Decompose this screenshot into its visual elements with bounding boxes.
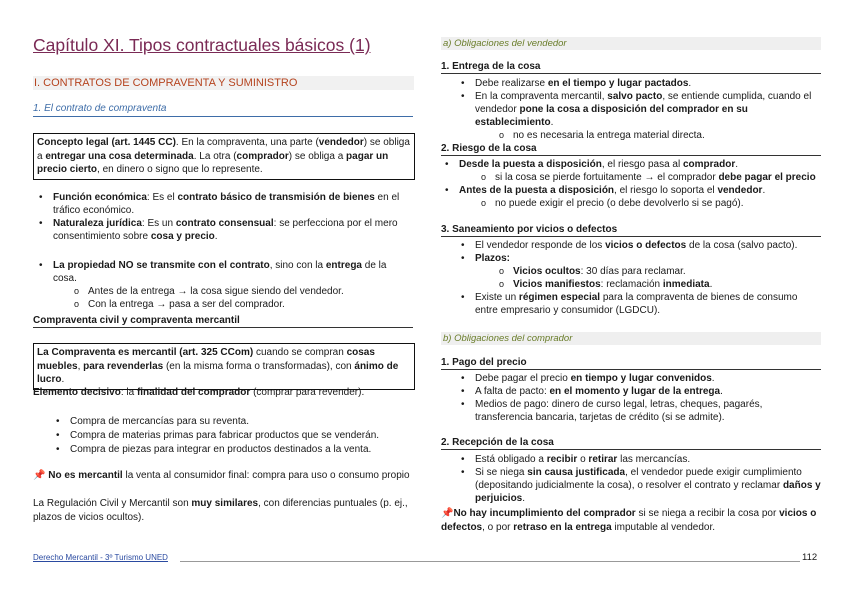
list-item: • Si se niega sin causa justificada, el vendedor puede exigir cumplimiento (depositando judicialmente la cosa), o resolver el contrato y reclamar daños y perjuicios. — [475, 466, 821, 505]
list-item: o si la cosa se pierde fortuitamente → el comprador debe pagar el precio — [495, 171, 821, 184]
pago-list — [475, 372, 821, 424]
riesgo-list — [459, 158, 821, 210]
list-item: • Naturaleza jurídica: Es un contrato consensual: se perfecciona por el mero consentimiento sobre cosa y precio. — [53, 217, 408, 243]
elemento-decisivo: Elemento decisivo: la finalidad del comprador (comprar para revender). — [33, 387, 365, 398]
entrega-heading: 1. Entrega de la cosa — [441, 61, 821, 74]
list-item: • Función económica: Es el contrato básico de transmisión de bienes en el tráfico económico. — [53, 191, 408, 217]
list-item: • Debe pagar el precio en tiempo y lugar convenidos. — [475, 372, 821, 385]
no-mercantil-note: 📌 No es mercantil la venta al consumidor final: compra para uso o consumo propio — [33, 470, 410, 481]
list-item: • Debe realizarse en el tiempo y lugar pactados. — [475, 77, 821, 90]
final-note: 📌No hay incumplimiento del comprador si se niega a recibir la cosa por vicios o defectos, o por retraso en la entrega imputable al vendedor. — [441, 508, 817, 533]
civil-mercantil-heading: Compraventa civil y compraventa mercantil — [33, 315, 413, 328]
saneamiento-list — [475, 239, 821, 317]
page-number: 112 — [802, 552, 818, 563]
list-item: o Con la entrega → pasa a ser del comprador. — [88, 298, 413, 311]
recepcion-heading: 2. Recepción de la cosa — [441, 437, 821, 450]
saneamiento-heading: 3. Saneamiento por vicios o defectos — [441, 224, 821, 237]
list-item: o no es necesaria la entrega material directa. — [513, 129, 821, 142]
entrega-list — [475, 77, 821, 142]
footer-link[interactable]: Derecho Mercantil - 3º Turismo UNED — [33, 553, 168, 562]
propiedad-list — [53, 259, 413, 311]
list-item: o Antes de la entrega → la cosa sigue siendo del vendedor. — [88, 285, 413, 298]
subsection-heading: 1. El contrato de compraventa — [33, 103, 413, 117]
list-item: o Vicios ocultos: 30 días para reclamar. — [513, 265, 821, 278]
list-item: • En la compraventa mercantil, salvo pacto, se entiende cumplida, cuando el vendedor pone la cosa a disposición del comprador en su establecimiento. — [475, 90, 821, 129]
list-item: • El vendedor responde de los vicios o defectos de la cosa (salvo pacto). — [475, 239, 821, 252]
obligaciones-vendedor-heading: a) Obligaciones del vendedor — [441, 37, 821, 50]
list-item: • Está obligado a recibir o retirar las mercancías. — [475, 453, 821, 466]
list-item: • Desde la puesta a disposición, el riesgo pasa al comprador. — [459, 158, 821, 171]
list-item: • Medios de pago: dinero de curso legal, letras, cheques, pagarés, transferencia bancaria, tarjetas de crédito (si se admite). — [475, 398, 821, 424]
list-item: • Existe un régimen especial para la compraventa de bienes de consumo entre empresario y consumidor (LGDCU). — [475, 291, 821, 317]
riesgo-heading: 2. Riesgo de la cosa — [441, 143, 821, 156]
elemento-list — [70, 415, 410, 456]
footer-divider — [180, 561, 800, 562]
list-item: o no puede exigir el precio (o debe devolverlo si se pagó). — [495, 197, 821, 210]
pin-icon: 📌 — [33, 470, 46, 481]
list-item: • La propiedad NO se transmite con el contrato, sino con la entrega de la cosa. — [53, 259, 413, 285]
recepcion-list — [475, 453, 821, 505]
list-item: • Plazos: — [475, 252, 821, 265]
pago-heading: 1. Pago del precio — [441, 357, 821, 370]
obligaciones-comprador-heading: b) Obligaciones del comprador — [441, 332, 821, 345]
concepto-box: Concepto legal (art. 1445 CC). En la compraventa, una parte (vendedor) se obliga a entregar una cosa determinada. La otra (comprador) se obliga a pagar un precio cierto, en dinero o signo que lo represente. — [33, 133, 415, 180]
list-item: • Compra de mercancías para su reventa. — [70, 415, 410, 428]
list-item: o Vicios manifiestos: reclamación inmediata. — [513, 278, 821, 291]
features-list — [53, 191, 408, 243]
mercantil-box: La Compraventa es mercantil (art. 325 CCom) cuando se compran cosas muebles, para revenderlas (en la misma forma o transformadas), con ánimo de lucro. — [33, 343, 415, 390]
pin-icon: 📌 — [441, 508, 454, 519]
list-item: • Compra de materias primas para fabricar productos que se venderán. — [70, 429, 410, 442]
page-title: Capítulo XI. Tipos contractuales básicos (1) — [33, 35, 371, 55]
list-item: • Compra de piezas para integrar en productos destinados a la venta. — [70, 443, 410, 456]
regulacion-note: La Regulación Civil y Mercantil son muy similares, con diferencias puntuales (p. ej., plazos de vicios ocultos). — [33, 498, 408, 523]
list-item: • A falta de pacto: en el momento y lugar de la entrega. — [475, 385, 821, 398]
list-item: • Antes de la puesta a disposición, el riesgo lo soporta el vendedor. — [459, 184, 821, 197]
section-heading: I. CONTRATOS DE COMPRAVENTA Y SUMINISTRO — [33, 76, 414, 90]
